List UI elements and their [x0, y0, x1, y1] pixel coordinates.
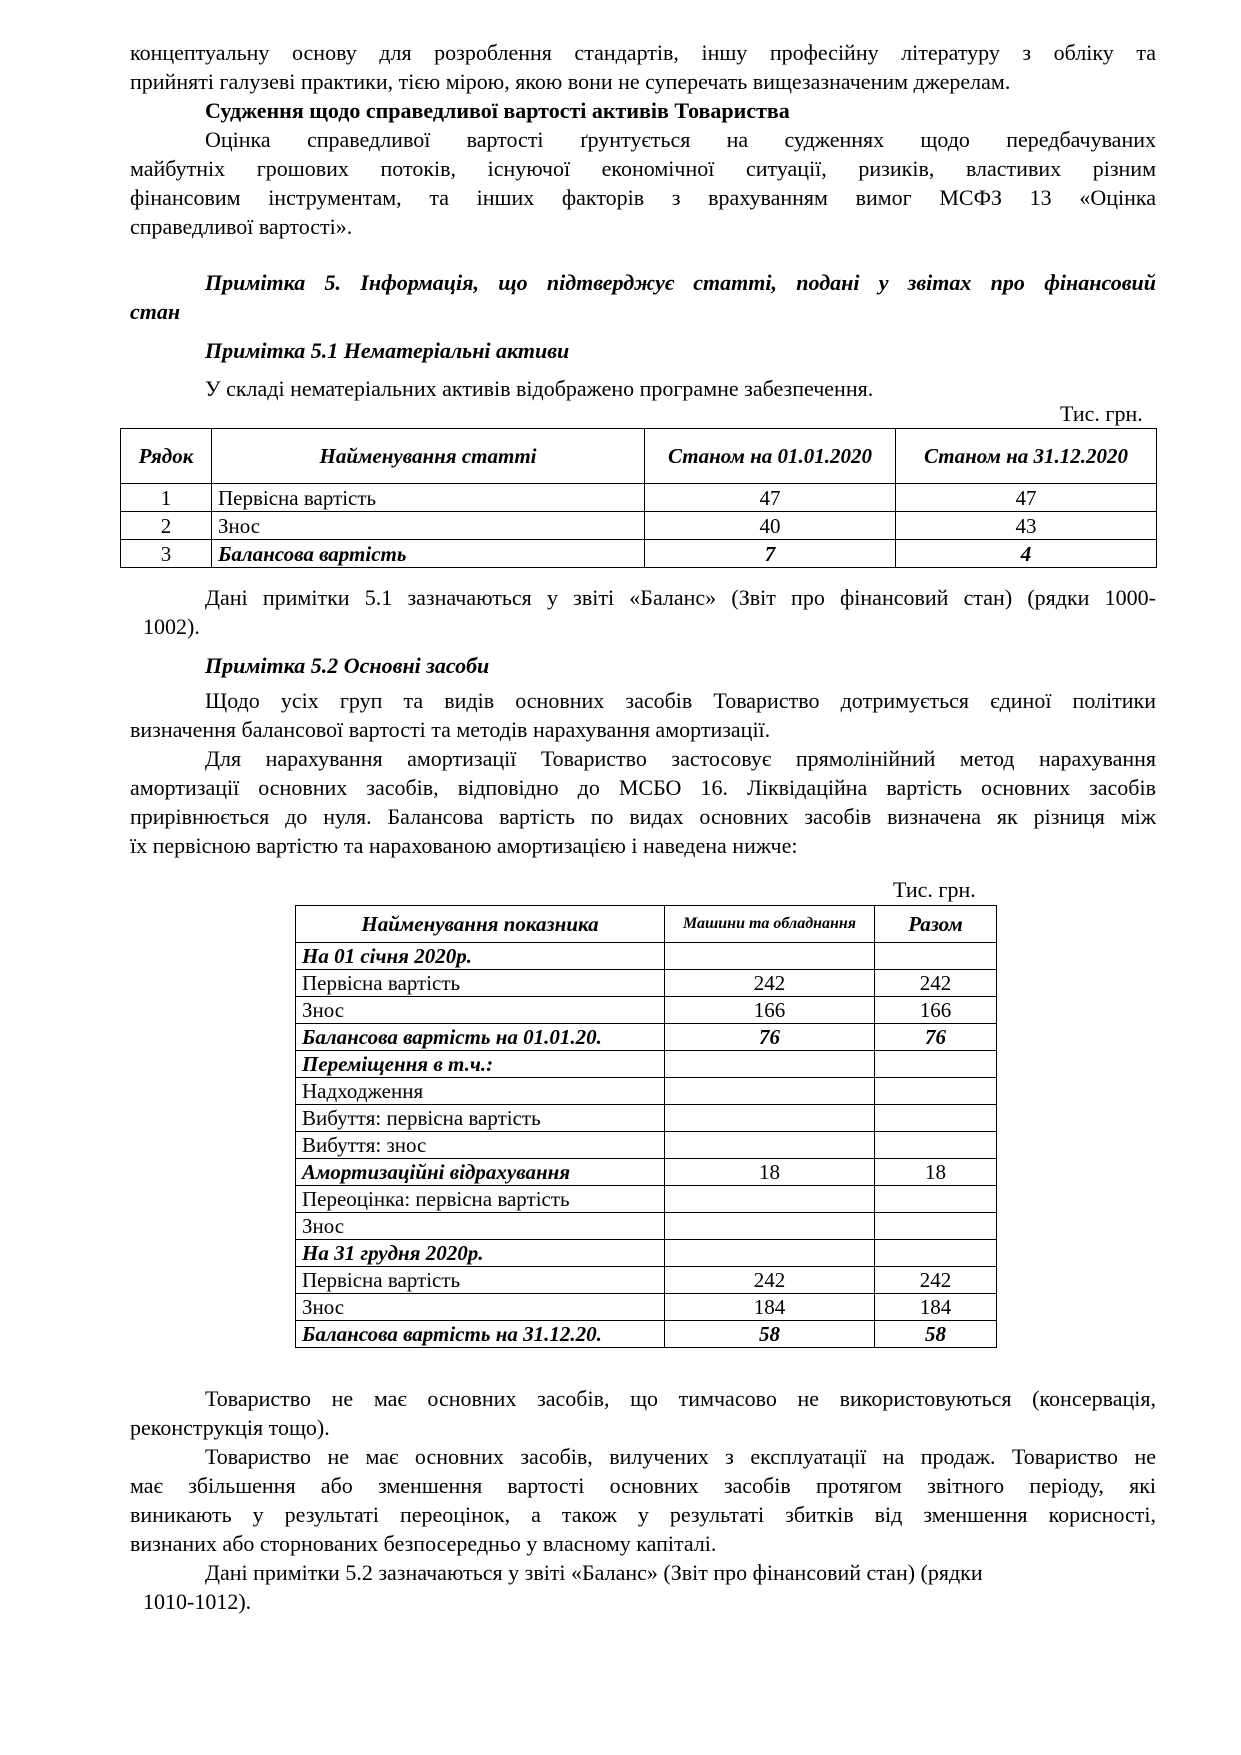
note52-p2-line-1: Для нарахування амортизації Товариство застосовує прямолінійний метод нарахування [205, 746, 1156, 771]
row-name: Надходження [296, 1078, 665, 1105]
table-row [296, 1159, 997, 1186]
row-name: Вибуття: знос [296, 1132, 665, 1159]
row-value-start: 47 [645, 484, 896, 512]
row-value-total: 76 [875, 1024, 997, 1051]
row-value-machinery [665, 1186, 875, 1213]
row-num: 3 [121, 540, 212, 568]
note51-heading: Примітка 5.1 Нематеріальні активи [205, 338, 570, 363]
judgment-line-4: справедливої вартості». [130, 214, 353, 239]
row-value-machinery [665, 1213, 875, 1240]
row-num: 2 [121, 512, 212, 540]
note52-unit: Тис. грн. [893, 877, 976, 902]
row-value-total [875, 943, 997, 970]
row-value-machinery: 184 [665, 1294, 875, 1321]
row-value-machinery: 58 [665, 1321, 875, 1348]
row-name: На 31 грудня 2020р. [296, 1240, 665, 1267]
row-num: 1 [121, 484, 212, 512]
table-row [121, 512, 1157, 540]
row-value-machinery [665, 1240, 875, 1267]
row-value-machinery [665, 1132, 875, 1159]
row-name: Переміщення в т.ч.: [296, 1051, 665, 1078]
table-row [296, 1294, 997, 1321]
table-row [121, 484, 1157, 512]
note52-p4-line-3: виникають у результаті переоцінок, а також у результаті збитків від зменшення корисності, [130, 1502, 1156, 1527]
row-value-total [875, 1078, 997, 1105]
note51-after-line-1: Дані примітки 5.1 зазначаються у звіті «Баланс» (Звіт про фінансовий стан) (рядки 1000- [205, 585, 1156, 610]
row-name: Балансова вартість [212, 540, 645, 568]
row-value-machinery: 76 [665, 1024, 875, 1051]
row-value-total: 242 [875, 970, 997, 997]
note52-p1-line-2: визначення балансової вартості та методів нарахування амортизації. [130, 717, 771, 742]
row-name: Первісна вартість [212, 484, 645, 512]
table-row [296, 1132, 997, 1159]
row-value-total: 18 [875, 1159, 997, 1186]
row-value-total: 242 [875, 1267, 997, 1294]
table-row [296, 1051, 997, 1078]
row-name: Переоцінка: первісна вартість [296, 1186, 665, 1213]
table-row [296, 1267, 997, 1294]
note51-text: У складі нематеріальних активів відображено програмне забезпечення. [205, 376, 874, 401]
table-row [296, 997, 997, 1024]
intro-line-2: прийняті галузеві практики, тією мірою, якою вони не суперечать вищезазначеним джерелам. [130, 69, 1011, 94]
row-value-machinery [665, 1105, 875, 1132]
note51-after-line-2: 1002). [143, 614, 200, 639]
note52-p4-line-2: має збільшення або зменшення вартості основних засобів протягом звітного періоду, які [130, 1473, 1156, 1498]
header-date-start [645, 429, 896, 484]
row-name: Знос [296, 1213, 665, 1240]
note52-p4-line-4: визнаних або сторнованих безпосередньо у власному капіталі. [130, 1531, 717, 1556]
row-value-machinery [665, 1051, 875, 1078]
row-name: Первісна вартість [296, 970, 665, 997]
intangible-assets-table [120, 428, 1157, 568]
note52-p2-line-2: амортизації основних засобів, відповідно до МСБО 16. Ліквідаційна вартість основних засобів [130, 775, 1156, 800]
row-name: Балансова вартість на 31.12.20. [296, 1321, 665, 1348]
table-header-row [296, 906, 997, 943]
row-value-machinery [665, 1078, 875, 1105]
table-header-row [121, 429, 1157, 484]
header-indicator: Найменування показника [296, 906, 665, 943]
row-value-total: 166 [875, 997, 997, 1024]
table-row [296, 1078, 997, 1105]
row-value-start: 7 [645, 540, 896, 568]
judgment-line-3: фінансовим інструментам, та інших факторів з врахуванням вимог МСФЗ 13 «Оцінка [130, 185, 1156, 210]
row-value-end: 4 [896, 540, 1157, 568]
judgment-line-1: Оцінка справедливої вартості ґрунтується на судженнях щодо передбачуваних [205, 127, 1156, 152]
fixed-assets-table [295, 905, 997, 1348]
row-value-machinery: 18 [665, 1159, 875, 1186]
note52-p3-line-2: реконструкція тощо). [130, 1415, 330, 1440]
table-row [296, 1240, 997, 1267]
row-value-end: 43 [896, 512, 1157, 540]
row-name: Первісна вартість [296, 1267, 665, 1294]
row-name: Балансова вартість на 01.01.20. [296, 1024, 665, 1051]
row-value-start: 40 [645, 512, 896, 540]
note52-after-line-1: Дані примітки 5.2 зазначаються у звіті «Баланс» (Звіт про фінансовий стан) (рядки [205, 1560, 983, 1585]
note5-heading-line-2: стан [130, 299, 181, 324]
judgment-heading: Судження щодо справедливої вартості активів Товариства [205, 98, 790, 123]
row-name: На 01 січня 2020р. [296, 943, 665, 970]
row-value-total [875, 1132, 997, 1159]
note51-unit: Тис. грн. [1060, 401, 1143, 426]
note52-after-line-2: 1010-1012). [143, 1589, 252, 1614]
row-value-total [875, 1213, 997, 1240]
header-total: Разом [875, 906, 997, 943]
row-name: Знос [296, 997, 665, 1024]
table-row [296, 970, 997, 997]
header-machinery: Машини та обладнання [665, 906, 875, 943]
row-value-total: 58 [875, 1321, 997, 1348]
row-value-machinery: 242 [665, 970, 875, 997]
row-value-total [875, 1051, 997, 1078]
table-row [296, 1213, 997, 1240]
table-row [296, 943, 997, 970]
header-row-num: Рядок [121, 429, 212, 484]
row-name: Знос [296, 1294, 665, 1321]
row-value-machinery [665, 943, 875, 970]
table-row [296, 1024, 997, 1051]
intro-line-1: концептуальну основу для розроблення стандартів, іншу професійну літературу з обліку та [130, 40, 1156, 65]
note52-p2-line-3: прирівнюється до нуля. Балансова вартість по видах основних засобів визначена як різниця між [130, 804, 1156, 829]
header-date-end [896, 429, 1157, 484]
note52-p2-line-4: їх первісною вартістю та нарахованою амортизацією і наведена нижче: [130, 833, 798, 858]
table-row [296, 1105, 997, 1132]
row-name: Амортизаційні відрахування [296, 1159, 665, 1186]
table-row [296, 1186, 997, 1213]
header-date-end-text: Станом на 31.12.2020 [923, 444, 1129, 468]
row-value-end: 47 [896, 484, 1157, 512]
fixed-assets-body [296, 943, 997, 1348]
table-row [121, 540, 1157, 568]
note52-p3-line-1: Товариство не має основних засобів, що тимчасово не використовуються (консервація, [205, 1386, 1156, 1411]
row-name: Вибуття: первісна вартість [296, 1105, 665, 1132]
header-item-name: Найменування статті [212, 429, 645, 484]
row-name: Знос [212, 512, 645, 540]
note52-heading: Примітка 5.2 Основні засоби [205, 653, 490, 678]
note5-heading-line-1: Примітка 5. Інформація, що підтверджує статті, подані у звітах про фінансовий [205, 270, 1156, 295]
table-row [296, 1321, 997, 1348]
header-date-start-text: Станом на 01.01.2020 [667, 444, 873, 468]
row-value-total [875, 1105, 997, 1132]
row-value-total: 184 [875, 1294, 997, 1321]
judgment-line-2: майбутніх грошових потоків, існуючої економічної ситуації, ризиків, властивих різним [130, 156, 1156, 181]
note52-p4-line-1: Товариство не має основних засобів, вилучених з експлуатації на продаж. Товариство не [205, 1444, 1156, 1469]
row-value-machinery: 166 [665, 997, 875, 1024]
row-value-total [875, 1240, 997, 1267]
note52-p1-line-1: Щодо усіх груп та видів основних засобів Товариство дотримується єдиної політики [205, 688, 1156, 713]
row-value-total [875, 1186, 997, 1213]
row-value-machinery: 242 [665, 1267, 875, 1294]
